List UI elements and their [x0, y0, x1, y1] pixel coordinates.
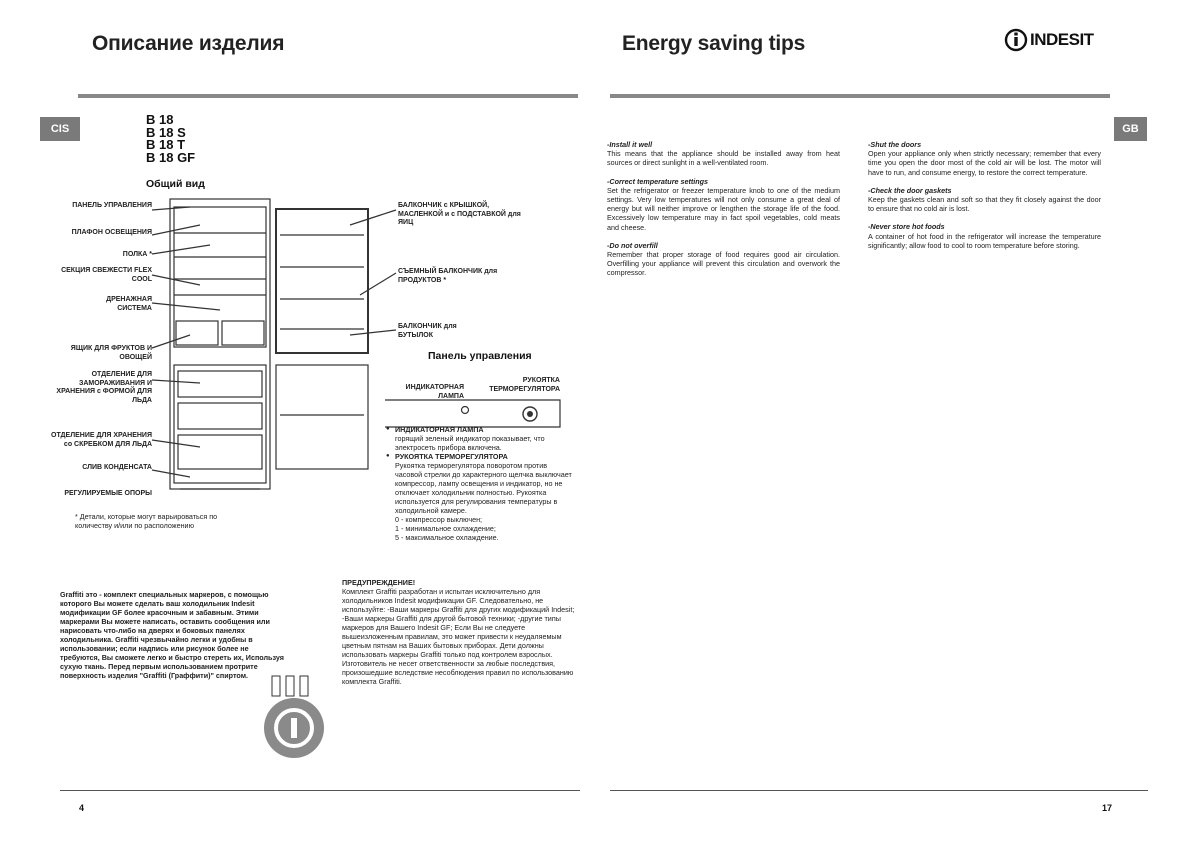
- graffiti-logo: [262, 672, 328, 762]
- overview-title: Общий вид: [146, 178, 205, 190]
- tip-item: [607, 241, 840, 278]
- panel-lamp-label: ИНДИКАТОРНАЯ ЛАМПА: [405, 384, 464, 400]
- model-name: B 18 S: [146, 124, 186, 140]
- tip-item: [868, 222, 1101, 250]
- label-drain-system: ДРЕНАЖНАЯ СИСТЕМА: [106, 296, 152, 312]
- panel-descriptions: [386, 425, 576, 542]
- knob-setting-1: 1 - минимальное охлаждение;: [395, 524, 496, 533]
- knob-heading: РУКОЯТКА ТЕРМОРЕГУЛЯТОРА: [395, 452, 508, 461]
- tip-heading: -Do not overfill: [607, 240, 658, 250]
- tips-column-2: [868, 140, 1101, 250]
- left-header-rule: [78, 94, 578, 98]
- indicator-lamp: [462, 407, 469, 414]
- tip-item: [868, 140, 1101, 177]
- label-removable-balcony: СЪЕМНЫЙ БАЛКОНЧИК для ПРОДУКТОВ *: [398, 268, 498, 284]
- tip-item: [607, 140, 840, 168]
- tip-heading: -Check the door gaskets: [868, 185, 952, 195]
- label-shelf: ПОЛКА *: [122, 251, 152, 258]
- fridge-diagram: [150, 195, 400, 500]
- panel-outline: [385, 400, 560, 427]
- tip-item: [868, 186, 1101, 214]
- left-page-title: Описание изделия: [92, 32, 285, 55]
- label-crisper: ЯЩИК ДЛЯ ФРУКТОВ И ОВОЩЕЙ: [70, 345, 152, 361]
- indesit-logo-icon: [1004, 28, 1028, 52]
- warning-heading: ПРЕДУПРЕЖДЕНИЕ!: [342, 578, 416, 587]
- lang-tab-cis: CIS: [40, 117, 80, 141]
- lamp-text: горящий зеленый индикатор показывает, что электросеть прибора включена.: [395, 434, 545, 452]
- right-page-number: 17: [1102, 803, 1113, 813]
- model-name: B 18 T: [146, 137, 186, 152]
- tip-text: This means that the appliance should be installed away from heat sources or direct sunlight in a well-ventilated room.: [607, 149, 840, 168]
- label-bottle-balcony: БАЛКОНЧИК для БУТЫЛОК: [398, 323, 457, 339]
- knob-setting-5: 5 - максимальное охлаждение.: [395, 533, 499, 542]
- left-footer-rule: [60, 790, 580, 791]
- label-door-balcony: БАЛКОНЧИК с КРЫШКОЙ, МАСЛЕНКОЙ и с ПОДСТАВКОЙ для ЯИЦ: [398, 202, 521, 226]
- lang-tab-gb: GB: [1114, 117, 1147, 141]
- pointer-line: [350, 330, 396, 335]
- warning-block: [342, 578, 580, 686]
- pointer-line: [152, 335, 190, 348]
- tip-heading: -Never store hot foods: [868, 222, 945, 232]
- pointer-line: [152, 440, 200, 447]
- label-storage-compartment: ОТДЕЛЕНИЕ ДЛЯ ХРАНЕНИЯ со СКРЕБКОМ ДЛЯ ЛЬДА: [51, 432, 152, 448]
- model-name: B 18 GF: [146, 149, 196, 165]
- footnote: * Детали, которые могут варьироваться по количеству и/или по расположению: [75, 512, 218, 530]
- pointer-line: [360, 273, 396, 295]
- pointer-line: [152, 207, 190, 210]
- pointer-line: [152, 380, 200, 383]
- lamp-heading: ИНДИКАТОРНАЯ ЛАМПА: [395, 425, 484, 434]
- label-light: ПЛАФОН ОСВЕЩЕНИЯ: [71, 229, 152, 236]
- marker: [272, 676, 280, 696]
- cabinet-outline: [170, 199, 270, 489]
- fridge-door: [276, 209, 368, 353]
- right-header-rule: [610, 94, 1110, 98]
- panel-title: Панель управления: [428, 350, 532, 362]
- tip-text: Set the refrigerator or freezer temperature knob to one of the medium settings. Very low temperatures will not only consume a great deal of energy but will neither improve or lengthen the storage life of the food. Excessively low temperature may in fact spoil vegetables, cold meats and cheese.: [607, 185, 840, 232]
- pointer-line: [152, 303, 220, 310]
- right-footer-rule: [610, 790, 1148, 791]
- panel-knob-label: РУКОЯТКА ТЕРМОРЕГУЛЯТОРА: [489, 377, 560, 393]
- label-freeze-compartment: ОТДЕЛЕНИЕ ДЛЯ ЗАМОРАЖИВАНИЯ И ХРАНЕНИЯ с ФОРМОЙ ДЛЯ ЛЬДА: [56, 371, 152, 404]
- pointer-line: [152, 275, 200, 285]
- brand-logo: [1004, 28, 1094, 52]
- tip-heading: -Shut the doors: [868, 140, 922, 149]
- freezer-drawer: [178, 371, 262, 397]
- graffiti-text: Graffiti это - комплект специальных маркеров, с помощью которого Вы можете сделать ваш холодильник Indesit модификации GF более красочным и забавным. Этими маркерами Вы можете написать, оставить сообщения или нарисовать что-либо на дверях и боковых панелях холодильника. Graffiti чрезвычайно легки и удобны в использовании; если надпись или рисунок более не требуются, Вы сможете легко и быстро стереть их, Используя сухую ткань. Перед первым использованием протрите поверхность изделия "Graffiti (Граффити)" спиртом.: [60, 590, 284, 680]
- label-condensate-drain: СЛИВ КОНДЕНСАТА: [82, 464, 152, 471]
- tips-column-1: [607, 140, 840, 278]
- freezer-drawer: [178, 403, 262, 429]
- knob-text: Рукоятка терморегулятора поворотом против часовой стрелки до характерного щелчка выключает компрессор, лампу освещения и индикатор, но не отключает холодильник полностью. Рукоятка используется для регулирования температуры в холодильной камере.: [395, 461, 572, 515]
- label-flex-cool: СЕКЦИЯ СВЕЖЕСТИ FLEX COOL: [61, 267, 152, 283]
- model-list: [146, 114, 195, 164]
- tip-text: Remember that proper storage of food requires good air circulation. Overfilling your appliance will prevent this circulation and overwork the compressor.: [607, 250, 840, 278]
- model-name: B 18: [146, 112, 174, 127]
- label-adjustable-feet: РЕГУЛИРУЕМЫЕ ОПОРЫ: [64, 490, 152, 497]
- left-page-number: 4: [79, 803, 85, 813]
- warning-text: Комплект Graffiti разработан и испытан исключительно для холодильников Indesit модификации GF. Следовательно, не используйте: -Ваши маркеры Graffiti для других модификаций Indesit; -Ваши маркеры Graffiti для другой бытовой техники; -другие типы маркеров для Вашего Indesit GF; Если Вы не следуете вышеизложенным правилам, это может привести к неудаляемым цветным пятнам на Ваших бытовых приборах. Дети должны использовать маркеры Graffiti только под контролем взрослых. Изготовитель не несет ответственности за любые последствия, произошедшие вследствие несоблюдения правил по использованию комплекта Graffiti.: [342, 587, 575, 686]
- marker: [300, 676, 308, 696]
- freezer-door: [276, 365, 368, 469]
- tip-heading: -Correct temperature settings: [607, 176, 709, 186]
- label-control-panel: ПАНЕЛЬ УПРАВЛЕНИЯ: [72, 202, 152, 209]
- knob-setting-0: 0 - компрессор выключен;: [395, 515, 483, 524]
- logo-stem: [291, 718, 297, 738]
- tip-text: A container of hot food in the refrigerator will increase the temperature significantly; allow food to cool to room temperature before storing.: [868, 231, 1101, 250]
- right-page-title: Energy saving tips: [622, 32, 806, 55]
- thermostat-knob-center: [527, 411, 533, 417]
- pointer-line: [350, 210, 396, 225]
- tip-text: Open your appliance only when strictly necessary; remember that every time you open the door most of the cold air will be lost. The motor will have to run, and consume energy, to restore the correct temperature.: [868, 149, 1101, 177]
- marker: [286, 676, 294, 696]
- tip-item: [607, 177, 840, 232]
- crisper-drawer: [222, 321, 264, 345]
- tip-text: Keep the gaskets clean and soft so that they fit closely against the door to ensure that no cold air is lost.: [868, 195, 1101, 214]
- pointer-line: [152, 470, 190, 477]
- freezer-drawer: [178, 435, 262, 469]
- crisper-drawer: [176, 321, 218, 345]
- tip-heading: -Install it well: [607, 140, 653, 149]
- pointer-line: [152, 245, 210, 254]
- brand-name: INDESIT: [1030, 30, 1094, 49]
